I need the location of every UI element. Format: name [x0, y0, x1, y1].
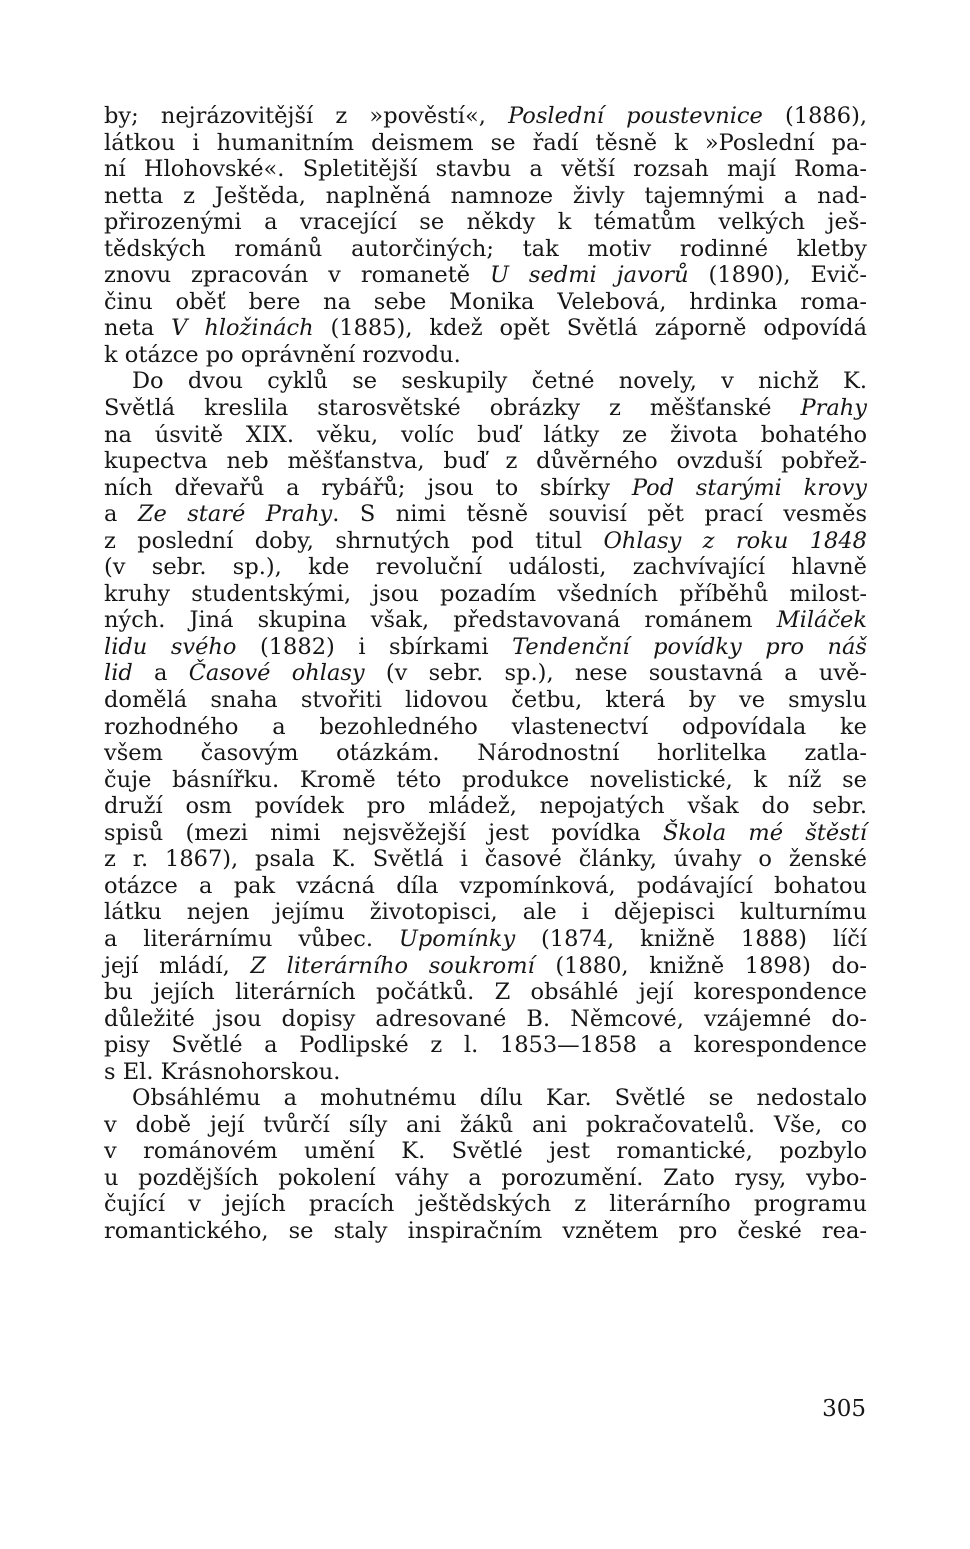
text-line: a Ze staré Prahy. S nimi těsně souvisí pět prací vesměs: [104, 501, 867, 528]
body-text: [104, 103, 867, 1245]
text-line: všem časovým otázkám. Národnostní horlitelka zatla-: [104, 740, 867, 767]
text-line: romantického, se staly inspiračním vznětem pro české rea-: [104, 1217, 867, 1244]
text-line: v době její tvůrčí síly ani žáků ani pokračovatelů. Vše, co: [104, 1111, 867, 1138]
text-line: čující v jejích pracích ještědských z literárního programu: [104, 1191, 867, 1218]
text-line: Světlá kreslila starosvětské obrázky z měšťanské Prahy: [104, 395, 867, 422]
text-line: pisy Světlé a Podlipské z l. 1853—1858 a korespondence: [104, 1032, 867, 1059]
book-title: lid: [104, 660, 133, 687]
text-line: a literárnímu vůbec. Upomínky (1874, knižně 1888) líčí: [104, 925, 868, 952]
text-line: ních dřevařů a rybářů; jsou to sbírky Pod starými krovy: [104, 474, 867, 501]
text-line: ní Hlohovské«. Spletitější stavbu a větší rozsah mají Roma-: [104, 156, 867, 183]
text-line: kupectva neb měšťanstva, buď z důvěrného ovzduší pobřež-: [104, 448, 867, 475]
text-line: otázce a pak vzácná díla vzpomínková, podávající bohatou: [104, 872, 867, 899]
text-line: by; nejrázovitější z »pověstí«, Poslední poustevnice (1886),: [104, 103, 867, 129]
text-line: čuje básnířku. Kromě této produkce novelistické, k níž se: [104, 766, 867, 793]
text-line: spisů (mezi nimi nejsvěžejší jest povídka Škola mé štěstí: [104, 819, 867, 846]
text-line: netta z Ještěda, naplněná namnoze živly tajemnými a nad-: [104, 182, 867, 209]
book-title: Poslední poustevnice: [508, 103, 763, 129]
book-title: Upomínky: [398, 925, 516, 952]
text-line: její mládí, Z literárního soukromí (1880, knižně 1898) do-: [104, 952, 868, 979]
text-line: lid a Časové ohlasy (v sebr. sp.), nese soustavná a uvě-: [104, 660, 867, 687]
book-title: U sedmi javorů: [490, 262, 689, 289]
text-line: domělá snaha stvořiti lidovou četbu, která by ve smyslu: [104, 687, 867, 714]
text-line: kruhy studentskými, jsou pozadím všedních příběhů milost-: [104, 580, 867, 607]
page-number: 305: [822, 1396, 866, 1422]
book-title: Tendenční povídky pro náš: [512, 633, 867, 660]
text-line: ných. Jiná skupina však, představovaná románem Miláček: [104, 607, 867, 634]
text-line: Obsáhlému a mohutnému dílu Kar. Světlé se nedostalo: [132, 1085, 867, 1112]
text-line: tědských románů autorčiných; tak motiv rodinné kletby: [104, 235, 867, 262]
text-line: lidu svého (1882) i sbírkami Tendenční povídky pro náš: [104, 633, 867, 660]
text-line: činu oběť bere na sebe Monika Velebová, hrdinka roma-: [104, 288, 867, 315]
book-title: Prahy: [800, 395, 867, 422]
book-title: lidu svého: [104, 633, 237, 660]
text-line: neta V hložinách (1885), kdež opět Světlá záporně odpovídá: [104, 315, 867, 342]
book-title: Ohlasy z roku 1848: [603, 527, 867, 554]
text-line: rozhodného a bezohledného vlastenectví odpovídala ke: [104, 713, 867, 740]
text-line: s El. Krásnohorskou.: [104, 1058, 341, 1085]
book-title: V hložinách: [171, 315, 314, 342]
text-line: druží osm povídek pro mládež, nepojatých však do sebr.: [104, 793, 867, 820]
text-line: znovu zpracován v romanetě U sedmi javorů (1890), Evič-: [104, 262, 867, 289]
book-title: Časové ohlasy: [188, 660, 365, 687]
text-line: na úsvitě XIX. věku, volíc buď látky ze života bohatého: [104, 421, 867, 448]
text-line: látkou i humanitním deismem se řadí těsně k »Poslední pa-: [104, 129, 867, 156]
text-line: (v sebr. sp.), kde revoluční události, zachvívající hlavně: [104, 554, 867, 581]
text-line: bu jejích literárních počátků. Z obsáhlé její korespondence: [104, 979, 867, 1006]
book-title: Pod starými krovy: [631, 474, 867, 501]
text-line: z r. 1867), psala K. Světlá i časové články, úvahy o ženské: [104, 846, 867, 873]
text-line: přirozenými a vracející se někdy k tématům velkých ješ-: [104, 209, 867, 236]
text-line: důležité jsou dopisy adresované B. Němcové, vzájemné do-: [104, 1005, 867, 1032]
text-line: u pozdějších pokolení váhy a porozumění. Zato rysy, vybo-: [104, 1164, 867, 1191]
text-line: Do dvou cyklů se seskupily četné novely, v nichž K.: [132, 368, 867, 395]
text-line: z poslední doby, shrnutých pod titul Ohlasy z roku 1848: [104, 527, 867, 554]
book-title: Ze staré Prahy: [137, 501, 333, 528]
book-title: Z literárního soukromí: [250, 952, 535, 979]
text-line: k otázce po oprávnění rozvodu.: [104, 341, 461, 368]
book-title: Škola mé štěstí: [662, 819, 867, 846]
book-title: Miláček: [776, 607, 867, 634]
text-line: v románovém umění K. Světlé jest romantické, pozbylo: [104, 1138, 867, 1165]
text-line: látku nejen jejímu životopisci, ale i dějepisci kulturnímu: [104, 899, 867, 926]
